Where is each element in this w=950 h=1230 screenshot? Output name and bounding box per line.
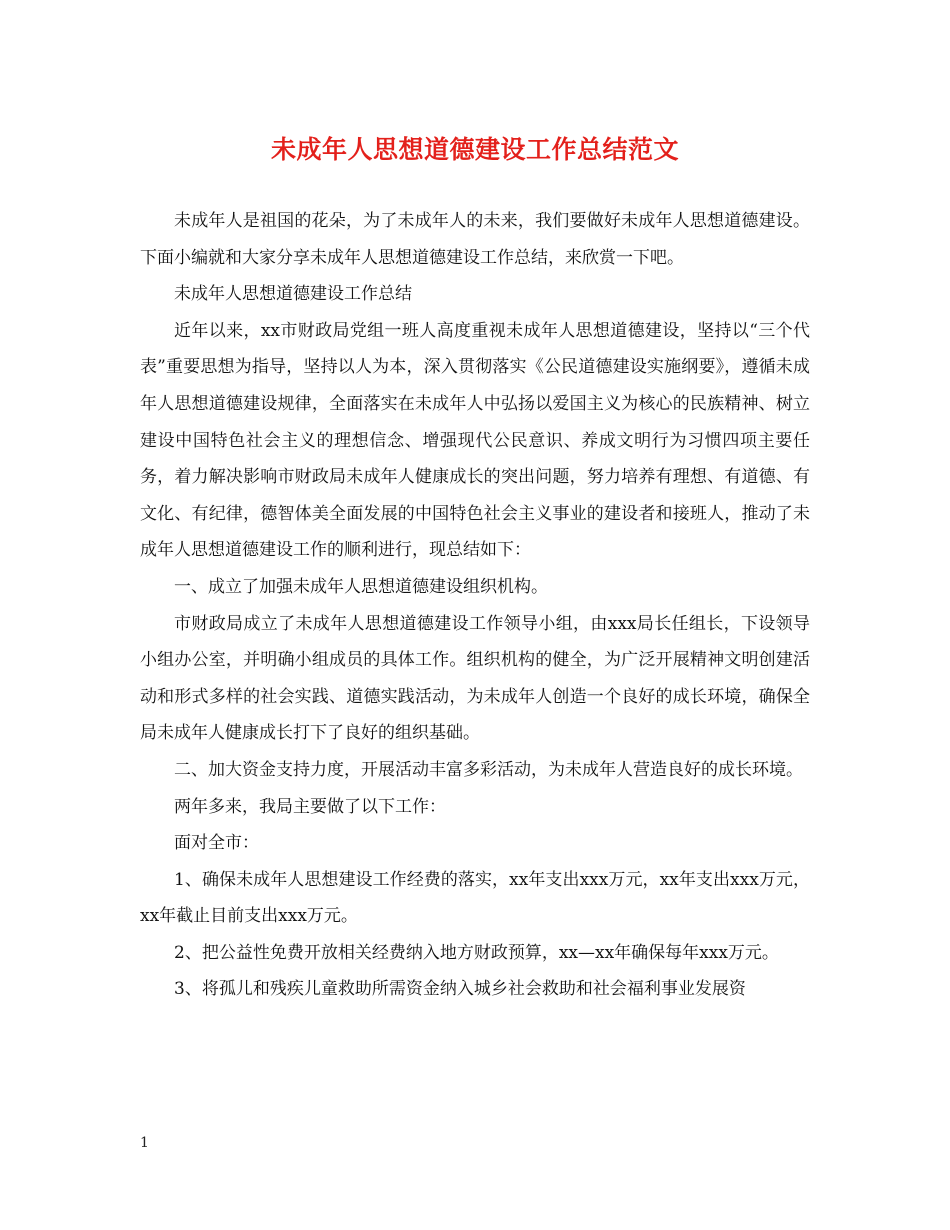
paragraph-intro: 未成年人是祖国的花朵，为了未成年人的未来，我们要做好未成年人思想道德建设。下面小编就和大家分享未成年人思想道德建设工作总结，来欣赏一下吧。 bbox=[140, 211, 810, 268]
page-number: 1 bbox=[140, 1135, 149, 1151]
list-item-3: 3、将孤儿和残疾儿童救助所需资金纳入城乡社会救助和社会福利事业发展资 bbox=[174, 979, 746, 1000]
list-item-1: 1、确保未成年人思想建设工作经费的落实，xx年支出xxx万元，xx年支出xxx万元，xx年截止目前支出xxx万元。 bbox=[140, 869, 810, 927]
list-item-2: 2、把公益性免费开放相关经费纳入地方财政预算，xx—xx年确保每年xxx万元。 bbox=[174, 942, 779, 963]
paragraph-overview: 近年以来，xx市财政局党组一班人高度重视未成年人思想道德建设，坚持以“三个代表”重要思想为指导，坚持以人为本，深入贯彻落实《公民道德建设实施纲要》，遵循未成年人思想道德建设规律，全面落实在未成年人中弘扬以爱国主义为核心的民族精神、树立建设中国特色社会主义的理想信念、增强现代公民意识、养成文明行为习惯四项主要任务，着力解决影响市财政局未成年人健康成长的突出问题，努力培养有理想、有道德、有文化、有纪律，德智体美全面发展的中国特色社会主义事业的建设者和接班人，推动了未成年人思想道德建设工作的顺利进行，现总结如下： bbox=[140, 320, 810, 561]
document-body bbox=[140, 203, 810, 1008]
section-heading-2: 二、加大资金支持力度，开展活动丰富多彩活动，为未成年人营造良好的成长环境。 bbox=[174, 759, 803, 780]
paragraph-citywide: 面对全市： bbox=[174, 833, 259, 854]
document-title: 未成年人思想道德建设工作总结范文 bbox=[270, 135, 679, 164]
paragraph-organization: 市财政局成立了未成年人思想道德建设工作领导小组，由xxx局长任组长，下设领导小组办公室，并明确小组成员的具体工作。组织机构的健全，为广泛开展精神文明创建活动和形式多样的社会实践、道德实践活动，为未成年人创造一个良好的成长环境，确保全局未成年人健康成长打下了良好的组织基础。 bbox=[140, 613, 810, 744]
paragraph-work-intro: 两年多来，我局主要做了以下工作： bbox=[174, 796, 446, 817]
section-heading-1: 一、成立了加强未成年人思想道德建设组织机构。 bbox=[174, 576, 548, 597]
paragraph-subtitle: 未成年人思想道德建设工作总结 bbox=[174, 284, 412, 305]
